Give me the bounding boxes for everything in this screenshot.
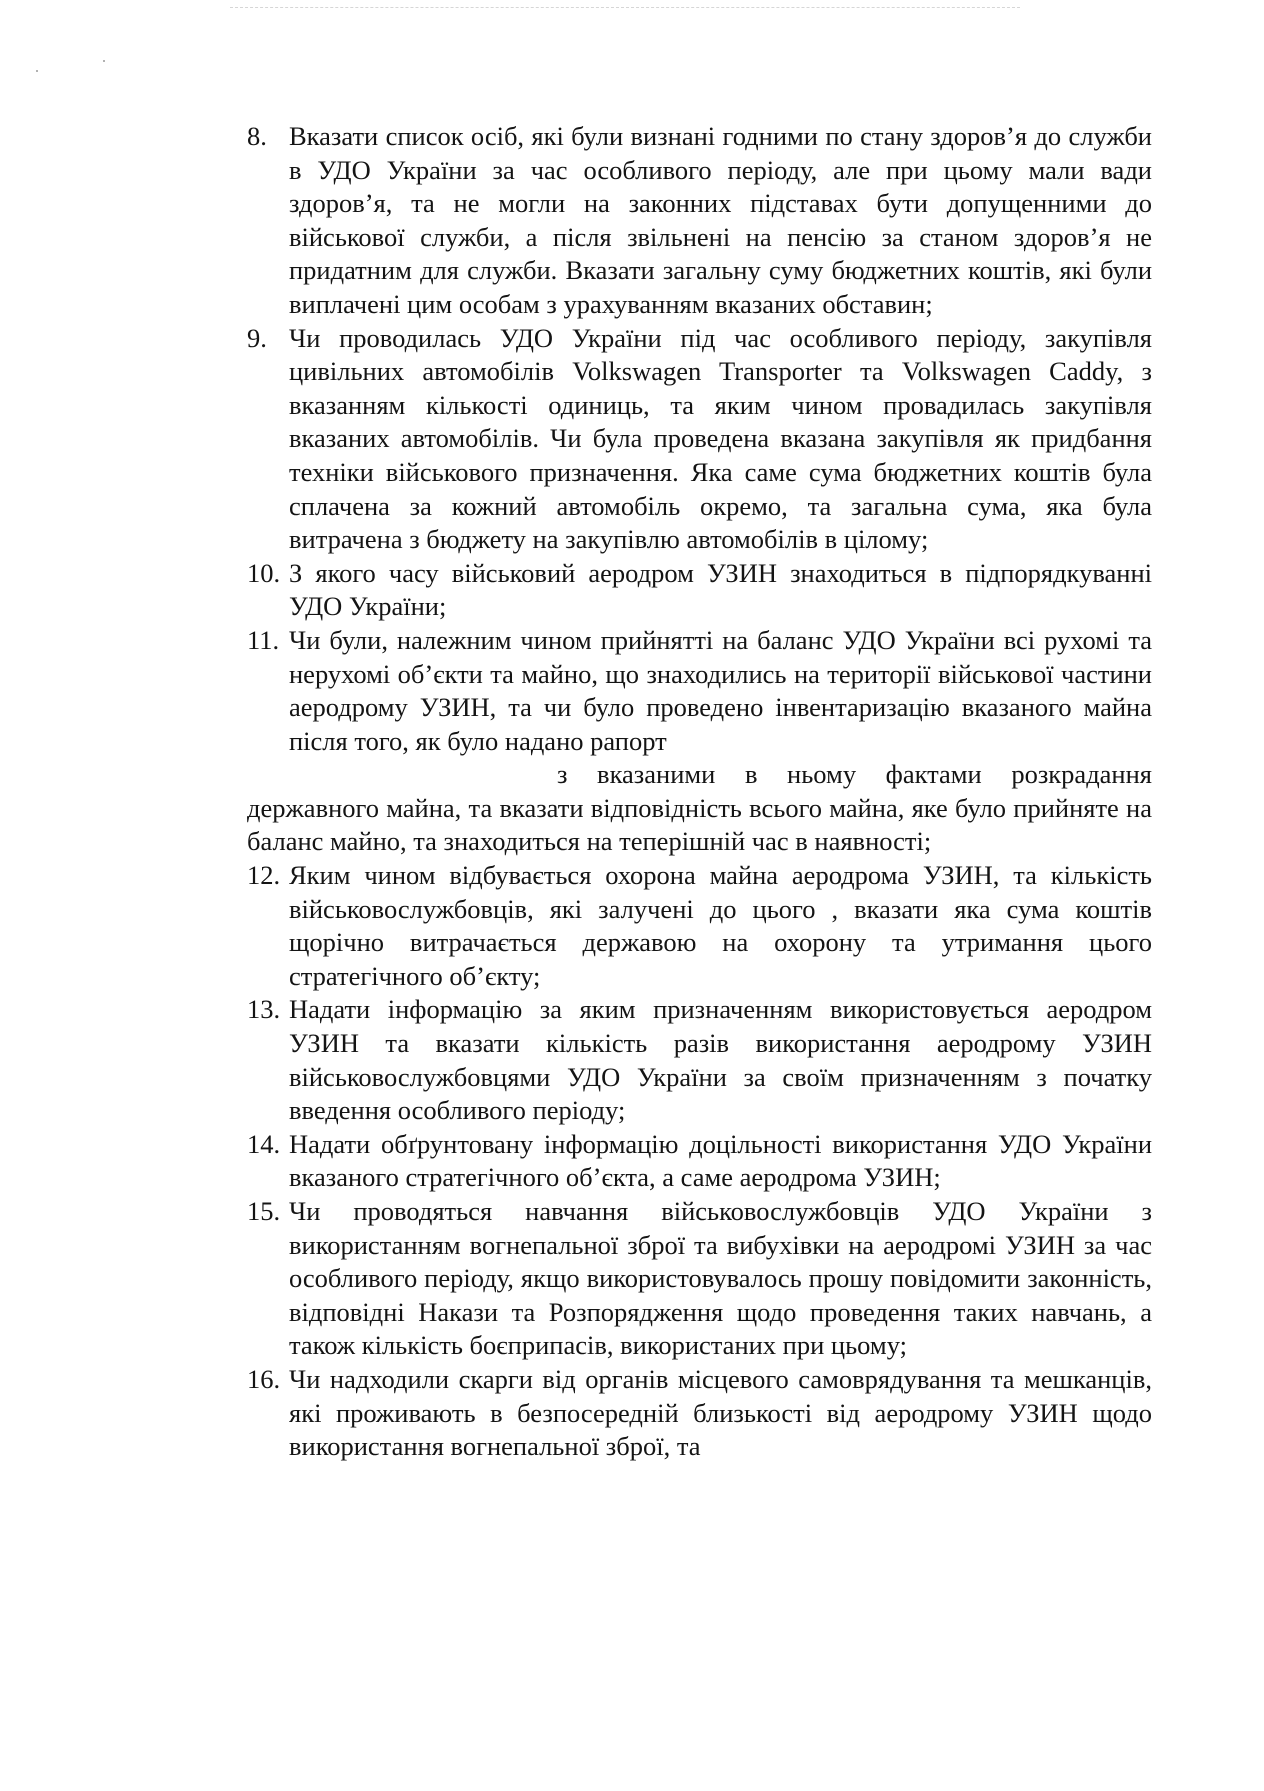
item-text: Вказати список осіб, які були визнані годними по стану здоров’я до служби в УДО України за час особливого періоду, але при цьому мали вади здоров’я, та не могли на законних підставах бути допущенними до військової служби, а після звільнені на пенсію за станом здоров’я не придатним для служби. Вказати загальну суму бюджетних коштів, які були виплачені цим особам з урахуванням вказаних обставин; [289, 121, 1152, 319]
list-item-15 [247, 1195, 1152, 1363]
item-text: Чи проводилась УДО України під час особливого періоду, закупівля цивільних автомобілів Volkswagen Transporter та Volkswagen Caddy, з вказанням кількості одиниць, та яким чином провадилась закупівля вказаних автомобілів. Чи була проведена вказана закупівля як придбання техніки військового призначення. Яка саме сума бюджетних коштів була сплачена за кожний автомобіль окремо, та загальна сума, яка була витрачена з бюджету на закупівлю автомобілів в цілому; [289, 322, 1152, 555]
item-text: Яким чином відбувається охорона майна аеродрома УЗИН, та кількість військовослужбовців, які залучені до цього , вказати яка сума коштів щорічно витрачається державою на охорону та утримання цього стратегічного об’єкту; [289, 860, 1152, 991]
list-item-8 [247, 120, 1152, 322]
item-text-gap-line: з вказаними в ньому фактами розкрадання [557, 759, 1152, 790]
item-text: Чи надходили скарги від органів місцевого самоврядування та мешканців, які проживають в безпосередній близькості від аеродрому УЗИН щодо використання вогнепальної зброї, та [289, 1363, 1152, 1462]
item-number: 11. [247, 624, 280, 655]
item-text: Надати обґрунтовану інформацію доцільності використання УДО України вказаного стратегічного об’єкта, а саме аеродрома УЗИН; [289, 1128, 1152, 1193]
list-item-16 [247, 1363, 1152, 1464]
scan-speck [103, 60, 105, 62]
item-number: 8. [247, 121, 267, 151]
item-number: 14. [247, 1128, 281, 1159]
item-text: З якого часу військовий аеродром УЗИН знаходиться в підпорядкуванні УДО України; [289, 557, 1152, 622]
item-text: Чи проводяться навчання військовослужбовців УДО України з використанням вогнепальної зброї та вибухівки на аеродромі УЗИН за час особливого періоду, якщо використовувалось прошу повідомити законність, відповідні Накази та Розпорядження щодо проведення таких навчань, а також кількість боєприпасів, використаних при цьому; [289, 1196, 1152, 1361]
item-text-after-gap: державного майна, та вказати відповідність всього майна, яке було прийняте на баланс майно, та знаходиться на теперішній час в наявності; [247, 792, 1152, 857]
list-item-10 [247, 557, 1152, 624]
list-item-11 [247, 624, 1152, 859]
item-text: Надати інформацію за яким призначенням використовується аеродром УЗИН та вказати кількість разів використання аеродрому УЗИН військовослужбовцями УДО України за своїм призначенням з початку введення особливого періоду; [289, 994, 1152, 1126]
scan-speck [36, 70, 38, 72]
item-number: 15. [247, 1196, 281, 1226]
list-item-12 [247, 859, 1152, 993]
item-number: 13. [247, 994, 281, 1025]
item-number: 9. [247, 322, 267, 353]
item-number: 16. [247, 1363, 281, 1394]
item-text-before-gap: Чи були, належним чином прийнятті на баланс УДО України всі рухомі та нерухомі об’єкти та майно, що знаходились на території військової частини аеродрому УЗИН, та чи було проведено інвентаризацію вказаного майна після того, як було надано рапорт [289, 624, 1152, 756]
document-page [247, 120, 1152, 1464]
list-item-13 [247, 993, 1152, 1127]
item-number: 10. [247, 557, 281, 588]
item-number: 12. [247, 860, 281, 891]
list-item-14 [247, 1128, 1152, 1195]
scan-edge-line [230, 7, 1020, 8]
list-item-9 [247, 322, 1152, 557]
